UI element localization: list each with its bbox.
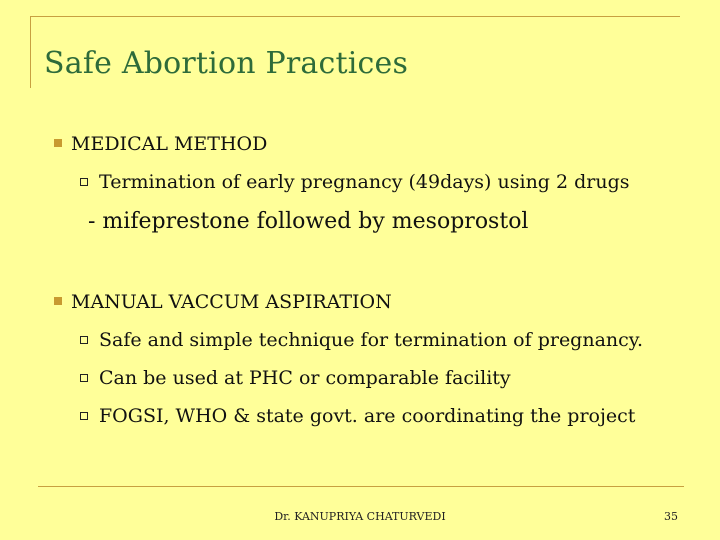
bullet-text: MANUAL VACCUM ASPIRATION <box>71 291 392 313</box>
sub-bullet-text: Termination of early pregnancy (49days) using 2 drugs <box>99 171 630 193</box>
footer-author: Dr. KANUPRIYA CHATURVEDI <box>274 510 446 523</box>
bullet-manual-vaccum-aspiration <box>54 291 392 313</box>
square-bullet-icon <box>54 139 62 147</box>
top-frame-line <box>30 16 680 17</box>
page-number: 35 <box>664 510 678 523</box>
hollow-square-bullet-icon <box>80 412 88 420</box>
sub-bullet <box>80 171 630 193</box>
sub-bullet-text: FOGSI, WHO & state govt. are coordinating the project <box>99 405 636 427</box>
sub-bullet <box>80 405 635 427</box>
sub-bullet-text: Can be used at PHC or comparable facility <box>99 367 511 389</box>
hollow-square-bullet-icon <box>80 374 88 382</box>
bullet-text: MEDICAL METHOD <box>71 133 268 155</box>
sub-bullet <box>80 367 511 389</box>
sub-bullet <box>80 329 643 351</box>
bottom-frame-line <box>38 486 684 487</box>
left-frame-line <box>30 16 31 88</box>
square-bullet-icon <box>54 297 62 305</box>
hollow-square-bullet-icon <box>80 336 88 344</box>
bullet-medical-method <box>54 133 267 155</box>
hollow-square-bullet-icon <box>80 178 88 186</box>
continuation-line: - mifeprestone followed by mesoprostol <box>88 209 529 234</box>
sub-bullet-text: Safe and simple technique for termination of pregnancy. <box>99 329 644 351</box>
slide-title: Safe Abortion Practices <box>44 46 409 81</box>
